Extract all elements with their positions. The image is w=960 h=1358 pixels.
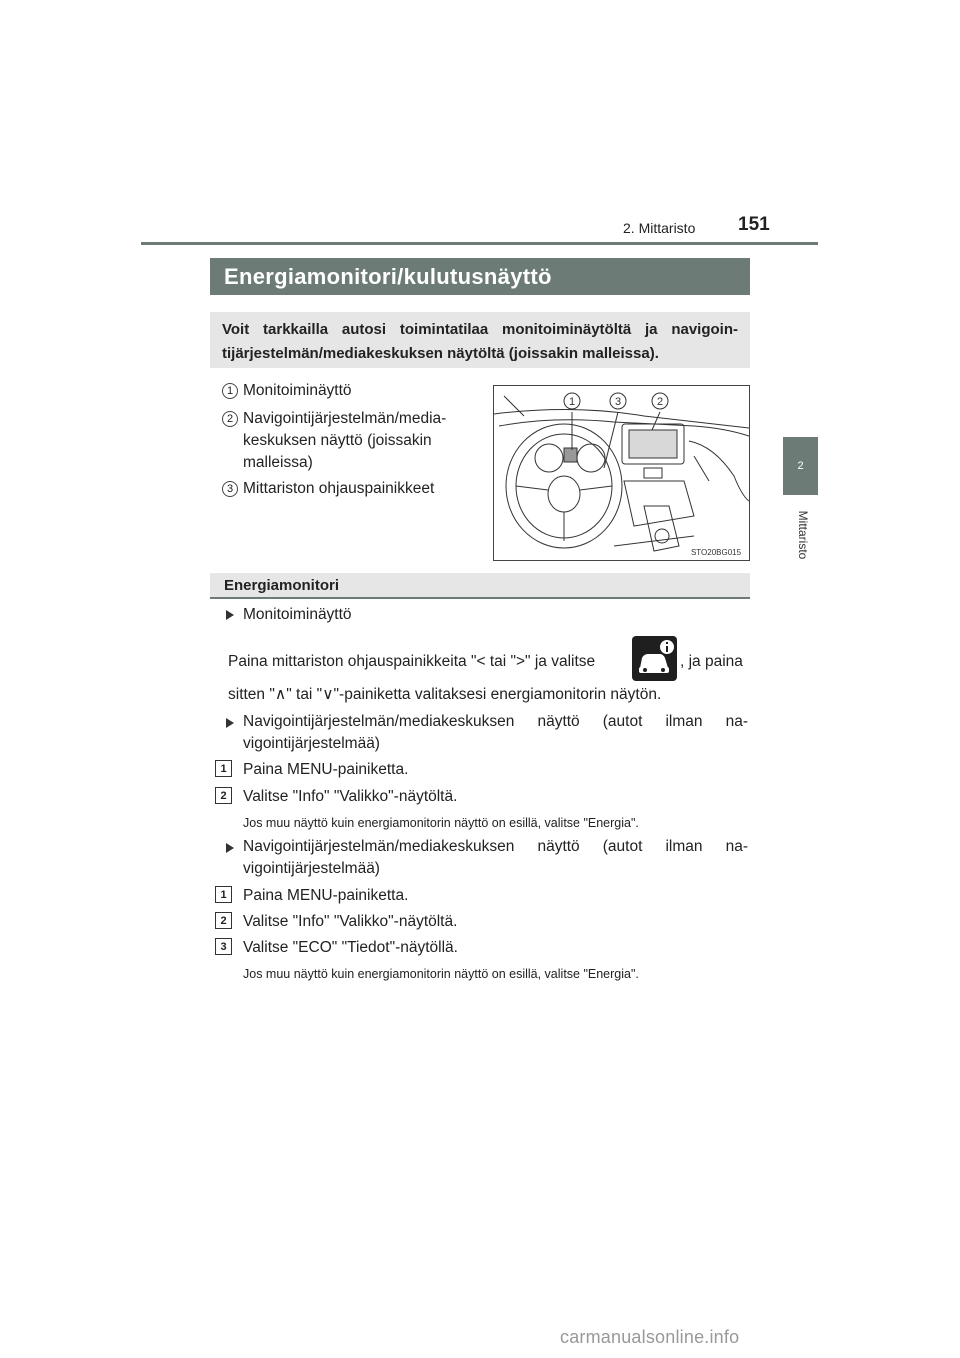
item-number-2: 2 (222, 411, 238, 427)
side-tab-label: Mittaristo (796, 510, 810, 560)
dashboard-illustration (493, 385, 750, 561)
para1-part-b: , ja paina (680, 653, 743, 670)
item-text-3: Mittariston ohjauspainikkeet (243, 480, 435, 497)
item-text-2: Navigointijärjestelmän/media-keskuksen näyttö (joissakin malleissa) (243, 410, 447, 471)
step-number: 3 (215, 938, 232, 955)
bullet-arrow-icon (226, 843, 234, 853)
step-text: Paina MENU-painiketta. (243, 761, 409, 778)
header-rule (141, 242, 818, 245)
step-text: Valitse "ECO" "Tiedot"-näytöllä. (243, 939, 458, 956)
side-tab-number: 2 (783, 437, 818, 495)
bullet-arrow-icon (226, 718, 234, 728)
step-text: Valitse "Info" "Valikko"-näytöltä. (243, 788, 458, 805)
note-b: Jos muu näyttö kuin energiamonitorin näyttö on esillä, valitse "Energia". (243, 967, 639, 981)
callout-2: 2 (656, 396, 664, 408)
subsection-heading: Energiamonitori (210, 573, 750, 599)
para1-part-a: Paina mittariston ohjauspainikkeita "< tai ">" ja valitse (228, 653, 596, 670)
step-number: 1 (215, 760, 232, 777)
note-a: Jos muu näyttö kuin energiamonitorin näyttö on esillä, valitse "Energia". (243, 816, 639, 830)
bullet-1: Monitoiminäyttö (243, 606, 352, 623)
callout-3: 3 (614, 396, 622, 408)
dashboard-drawing (494, 386, 749, 560)
illustration-code: STO20BG015 (690, 548, 742, 557)
step-text: Valitse "Info" "Valikko"-näytöltä. (243, 913, 458, 930)
footer-watermark: carmanualsonline.info (560, 1327, 740, 1347)
chapter-title: 2. Mittaristo (623, 220, 696, 236)
bullet-arrow-icon (226, 610, 234, 620)
callout-1: 1 (568, 396, 576, 408)
step-number: 2 (215, 787, 232, 804)
item-number-3: 3 (222, 481, 238, 497)
para1-part-c: sitten "∧" tai "∨"-painiketta valitaksesi energiamonitorin näytön. (228, 686, 662, 703)
item-number-1: 1 (222, 383, 238, 399)
step-number: 2 (215, 912, 232, 929)
bullet-3: Navigointijärjestelmän/mediakeskuksen näyttö (autot ilman na-vigointijärjestelmää) (243, 838, 748, 877)
section-title: Energiamonitori/kulutusnäyttö (210, 258, 750, 295)
step-number: 1 (215, 886, 232, 903)
item-text-1: Monitoiminäyttö (243, 382, 352, 399)
page-number: 151 (738, 214, 770, 235)
step-text: Paina MENU-painiketta. (243, 887, 409, 904)
car-info-icon (632, 636, 677, 681)
bullet-2: Navigointijärjestelmän/mediakeskuksen näyttö (autot ilman na-vigointijärjestelmää) (243, 713, 748, 752)
intro-box: Voit tarkkailla autosi toimintatilaa monitoiminäytöltä ja navigoin-tijärjestelmän/mediakeskuksen näytöltä (joissakin malleissa). (210, 312, 750, 368)
